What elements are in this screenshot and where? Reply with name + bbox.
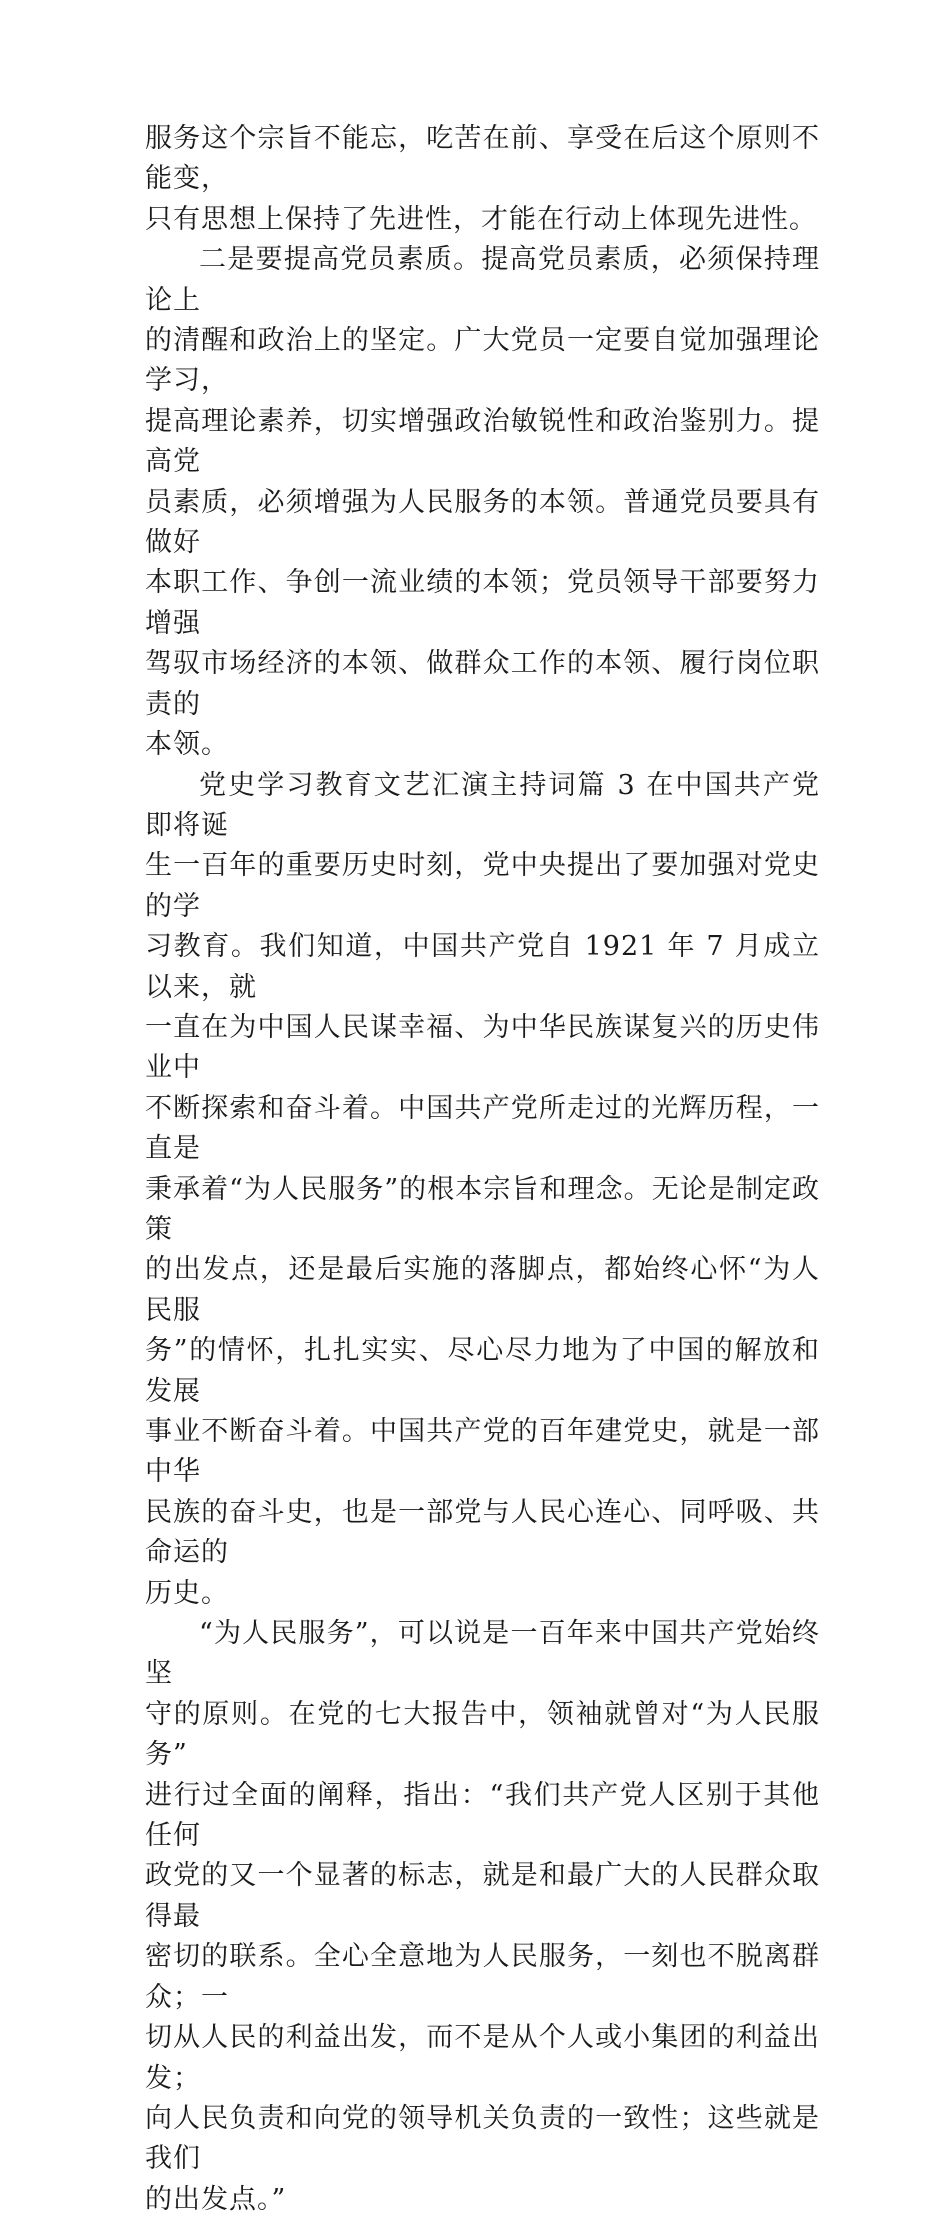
paragraph-continuation: 服务这个宗旨不能忘，吃苦在前、享受在后这个原则不能变， 只有思想上保持了先进性，才能在行动上体现先进性。: [145, 123, 820, 235]
paragraph-party-history-education: 党史学习教育文艺汇演主持词篇 3 在中国共产党即将诞 生一百年的重要历史时刻，党中央提出了要加强对党史的学 习教育。我们知道，中国共产党自 1921 年 7 月成立以来，就 一直在为中国人民谋幸福、为中华民族谋复兴的历史伟业中 不断探索和奋斗着。中国共产党所走过的光辉历程，一直是 秉承着“为人民服务”的根本宗旨和理念。无论是制定政策 的出发点，还是最后实施的落脚点，都始终心怀“为人民服 务”的情怀，扎扎实实、尽心尽力地为了中国的解放和发展 事业不断奋斗着。中国共产党的百年建党史，就是一部中华 民族的奋斗史，也是一部党与人民心连心、同呼吸、共命运的 历史。: [145, 769, 820, 1609]
paragraph-party-member-quality: 二是要提高党员素质。提高党员素质，必须保持理论上 的清醒和政治上的坚定。广大党员一定要自觉加强理论学习， 提高理论素养，切实增强政治敏锐性和政治鉴别力。提高党 员素质，必须增强为人民服务的本领。普通党员要具有做好 本职工作、争创一流业绩的本领；党员领导干部要努力增强 驾驭市场经济的本领、做群众工作的本领、履行岗位职责的 本领。: [145, 244, 820, 761]
document-body: [145, 119, 820, 2220]
paragraph-serve-the-people: “为人民服务”，可以说是一百年来中国共产党始终坚 守的原则。在党的七大报告中，领袖就曾对“为人民服务” 进行过全面的阐释，指出：“我们共产党人区别于其他任何 政党的又一个显著的标志，就是和最广大的人民群众取得最 密切的联系。全心全意地为人民服务，一刻也不脱离群众；一 切从人民的利益出发，而不是从个人或小集团的利益出发； 向人民负责和向党的领导机关负责的一致性；这些就是我们 的出发点。”: [145, 1618, 820, 2215]
